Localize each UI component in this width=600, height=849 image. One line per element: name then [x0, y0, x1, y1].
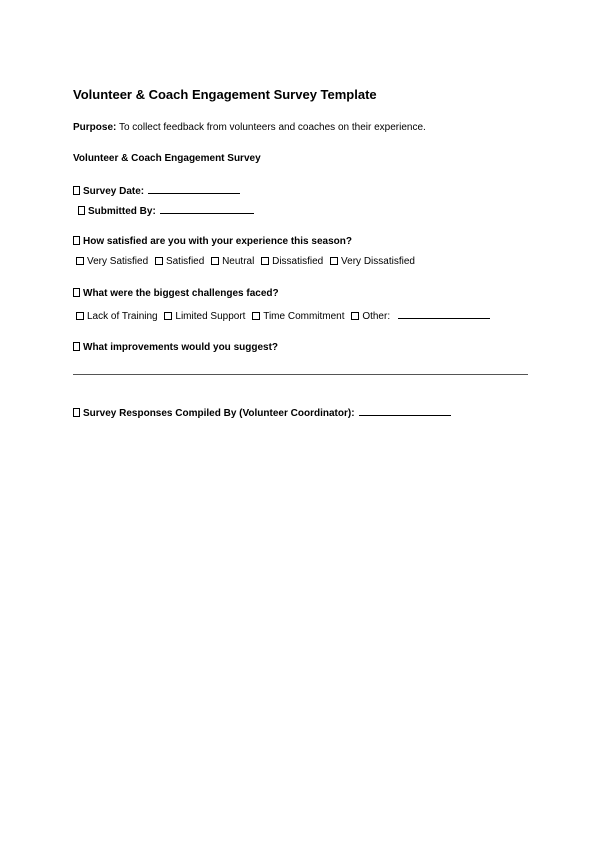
challenges-option[interactable]: Limited Support [164, 311, 245, 322]
improvements-question [73, 342, 278, 353]
challenges-option[interactable]: Lack of Training [76, 311, 158, 322]
checkbox-icon[interactable] [351, 312, 359, 320]
challenges-option[interactable]: Other: [351, 311, 390, 322]
compiled-by-row [73, 406, 451, 419]
survey-date-row [73, 184, 240, 197]
satisfaction-option[interactable]: Satisfied [155, 256, 204, 267]
satisfaction-options [76, 256, 419, 267]
survey-date-blank[interactable] [148, 184, 240, 194]
missing-glyph-icon [73, 288, 80, 297]
checkbox-icon[interactable] [211, 257, 219, 265]
satisfaction-option[interactable]: Very Dissatisfied [330, 256, 415, 267]
checkbox-icon[interactable] [164, 312, 172, 320]
challenges-options [76, 309, 490, 322]
survey-date-label: Survey Date: [83, 186, 145, 197]
challenges-option[interactable]: Time Commitment [252, 311, 344, 322]
improvements-answer-line[interactable] [73, 374, 528, 375]
satisfaction-option[interactable]: Neutral [211, 256, 254, 267]
checkbox-icon[interactable] [76, 257, 84, 265]
checkbox-icon[interactable] [330, 257, 338, 265]
checkbox-icon[interactable] [261, 257, 269, 265]
other-blank[interactable] [398, 309, 490, 319]
satisfaction-question-text: How satisfied are you with your experience this season? [83, 236, 352, 247]
checkbox-icon[interactable] [155, 257, 163, 265]
compiled-by-label: Survey Responses Compiled By (Volunteer Coordinator): [83, 408, 355, 419]
purpose-line [73, 122, 426, 133]
satisfaction-question [73, 236, 352, 247]
purpose-text: To collect feedback from volunteers and coaches on their experience. [116, 122, 426, 133]
compiled-by-blank[interactable] [359, 406, 451, 416]
challenges-question [73, 288, 279, 299]
challenges-question-text: What were the biggest challenges faced? [83, 288, 279, 299]
satisfaction-option[interactable]: Very Satisfied [76, 256, 148, 267]
checkbox-icon[interactable] [76, 312, 84, 320]
submitted-by-blank[interactable] [160, 204, 254, 214]
improvements-question-text: What improvements would you suggest? [83, 342, 279, 353]
satisfaction-option[interactable]: Dissatisfied [261, 256, 323, 267]
survey-subtitle: Volunteer & Coach Engagement Survey [73, 153, 261, 164]
missing-glyph-icon [73, 186, 80, 195]
submitted-by-label: Submitted By: [88, 206, 156, 217]
document-title: Volunteer & Coach Engagement Survey Template [73, 87, 377, 102]
purpose-label: Purpose: [73, 122, 117, 133]
submitted-by-row [78, 204, 254, 217]
missing-glyph-icon [78, 206, 85, 215]
checkbox-icon[interactable] [252, 312, 260, 320]
missing-glyph-icon [73, 236, 80, 245]
missing-glyph-icon [73, 342, 80, 351]
missing-glyph-icon [73, 408, 80, 417]
